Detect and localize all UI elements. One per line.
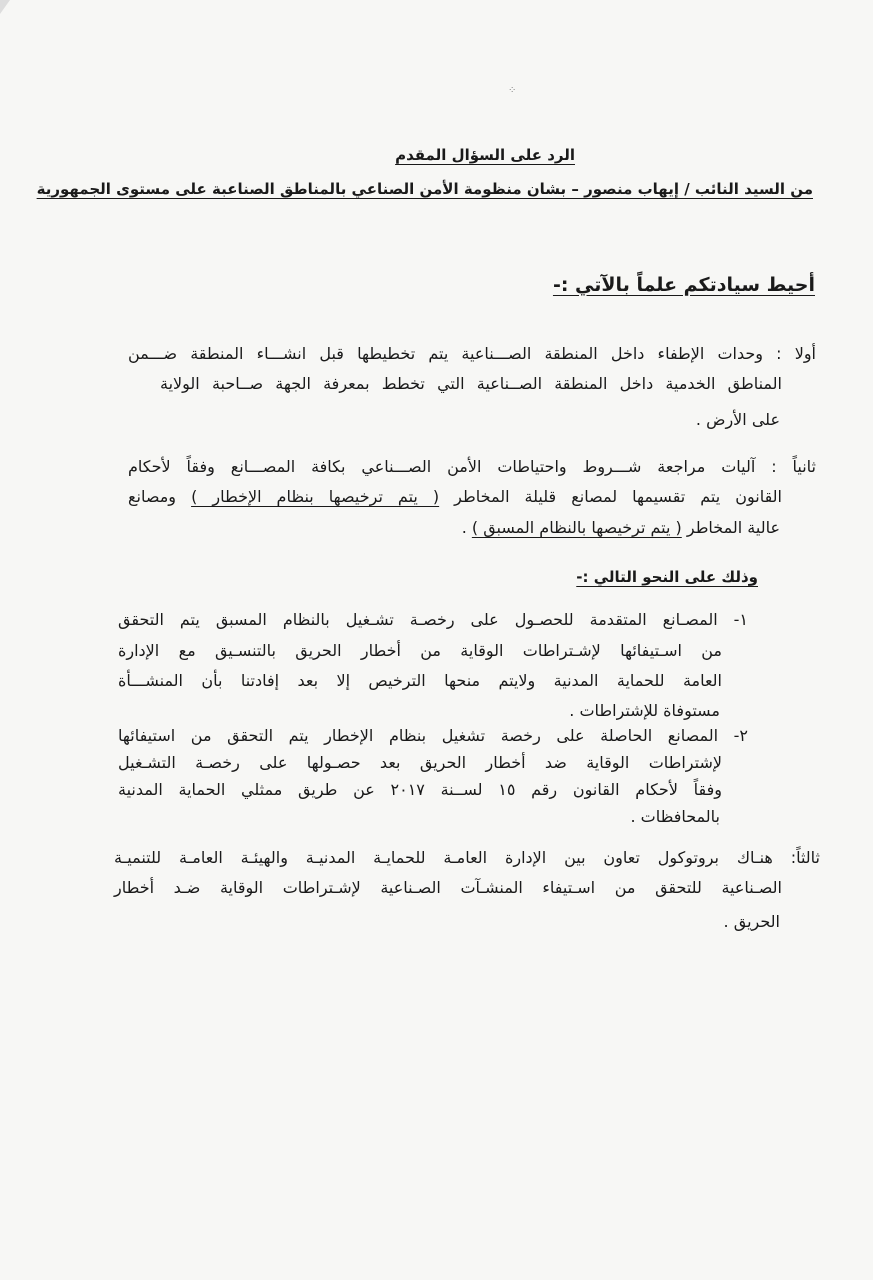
item-line: وفقاً لأحكام القانون رقم ١٥ لســنة ٢٠١٧ عن طريق ممثلي الحماية المدنية [118, 780, 722, 799]
intro-heading: أحيط سيادتكم علماً بالآتي :- [552, 274, 815, 296]
item-line: العامة للحماية المدنية ولايتم منحها الترخيص إلا بعد إفادتنا بأن المنشـــأة [118, 671, 722, 690]
text: . [461, 518, 472, 537]
item-line: من اسـتيفائها لإشـتراطات الوقاية من أخطار الحريق بالتنسـيق مع الإدارة [118, 641, 722, 660]
text: ومصانع [128, 487, 192, 506]
document-subtitle: من السيد النائب / إيهاب منصور – بشان منظومة الأمن الصناعي بالمناطق الصناعبة على مستوى الجمهورية [36, 180, 813, 198]
licensing-prior-note: ( يتم ترخيصها بالنظام المسبق ) [471, 518, 682, 537]
item-line: ٢- المصانع الحاصلة على رخصة تشغيل بنظام الإخطار يتم التحقق من استيفائها [118, 726, 748, 745]
as-follows-heading: وذلك على النحو التالي :- [576, 568, 758, 586]
item-line: ١- المصـانع المتقدمة للحصـول على رخصـة تشـغيل بالنظام المسبق يتم التحقق [118, 610, 748, 629]
item-line: مستوفاة للإشتراطات . [569, 701, 720, 720]
text: القانون يتم تقسيمها لمصانع قليلة المخاطر [439, 487, 782, 506]
paragraph-line: أولا : وحدات الإطفاء داخل المنطقة الصـــناعية يتم تخطيطها قبل انشـــاء المنطقة ضـــمن [128, 344, 816, 363]
page-corner-fold [0, 0, 10, 14]
paragraph-line: الصـناعية للتحقق من اسـتيفاء المنشـآت الصـناعية لإشـتراطات الوقاية ضـد أخطار [114, 878, 782, 897]
item-line: بالمحافظات . [630, 807, 720, 826]
paragraph-line: ثانياً : آليات مراجعة شـــروط واحتياطات الأمن الصـــناعي بكافة المصـــانع وفقاً لأحكام [128, 457, 816, 476]
paragraph-line: المناطق الخدمية داخل المنطقة الصــناعية التي تخطط بمعرفة الجهة صــاحبة الولاية [160, 374, 782, 393]
text: عالية المخاطر [681, 518, 780, 537]
paragraph-line: على الأرض . [695, 410, 780, 429]
paragraph-line: الحريق . [723, 912, 780, 931]
licensing-notification-note: ( يتم ترخيصها بنظام الإخطار ) [191, 487, 440, 506]
item-line: لإشتراطات الوقاية ضد أخطار الحريق بعد حصـولها على رخصـة التشـغيل [118, 753, 722, 772]
paragraph-line: ثالثاً: هنـاك بروتوكول تعاون بين الإدارة العامـة للحمايـة المدنيـة والهيئـة العامـة للتنميـة [114, 848, 820, 867]
paragraph-line [462, 517, 780, 539]
scan-mark: ⁘ [508, 85, 517, 96]
document-title: الرد على السؤال المقدم [395, 146, 575, 164]
paragraph-line [128, 486, 782, 508]
